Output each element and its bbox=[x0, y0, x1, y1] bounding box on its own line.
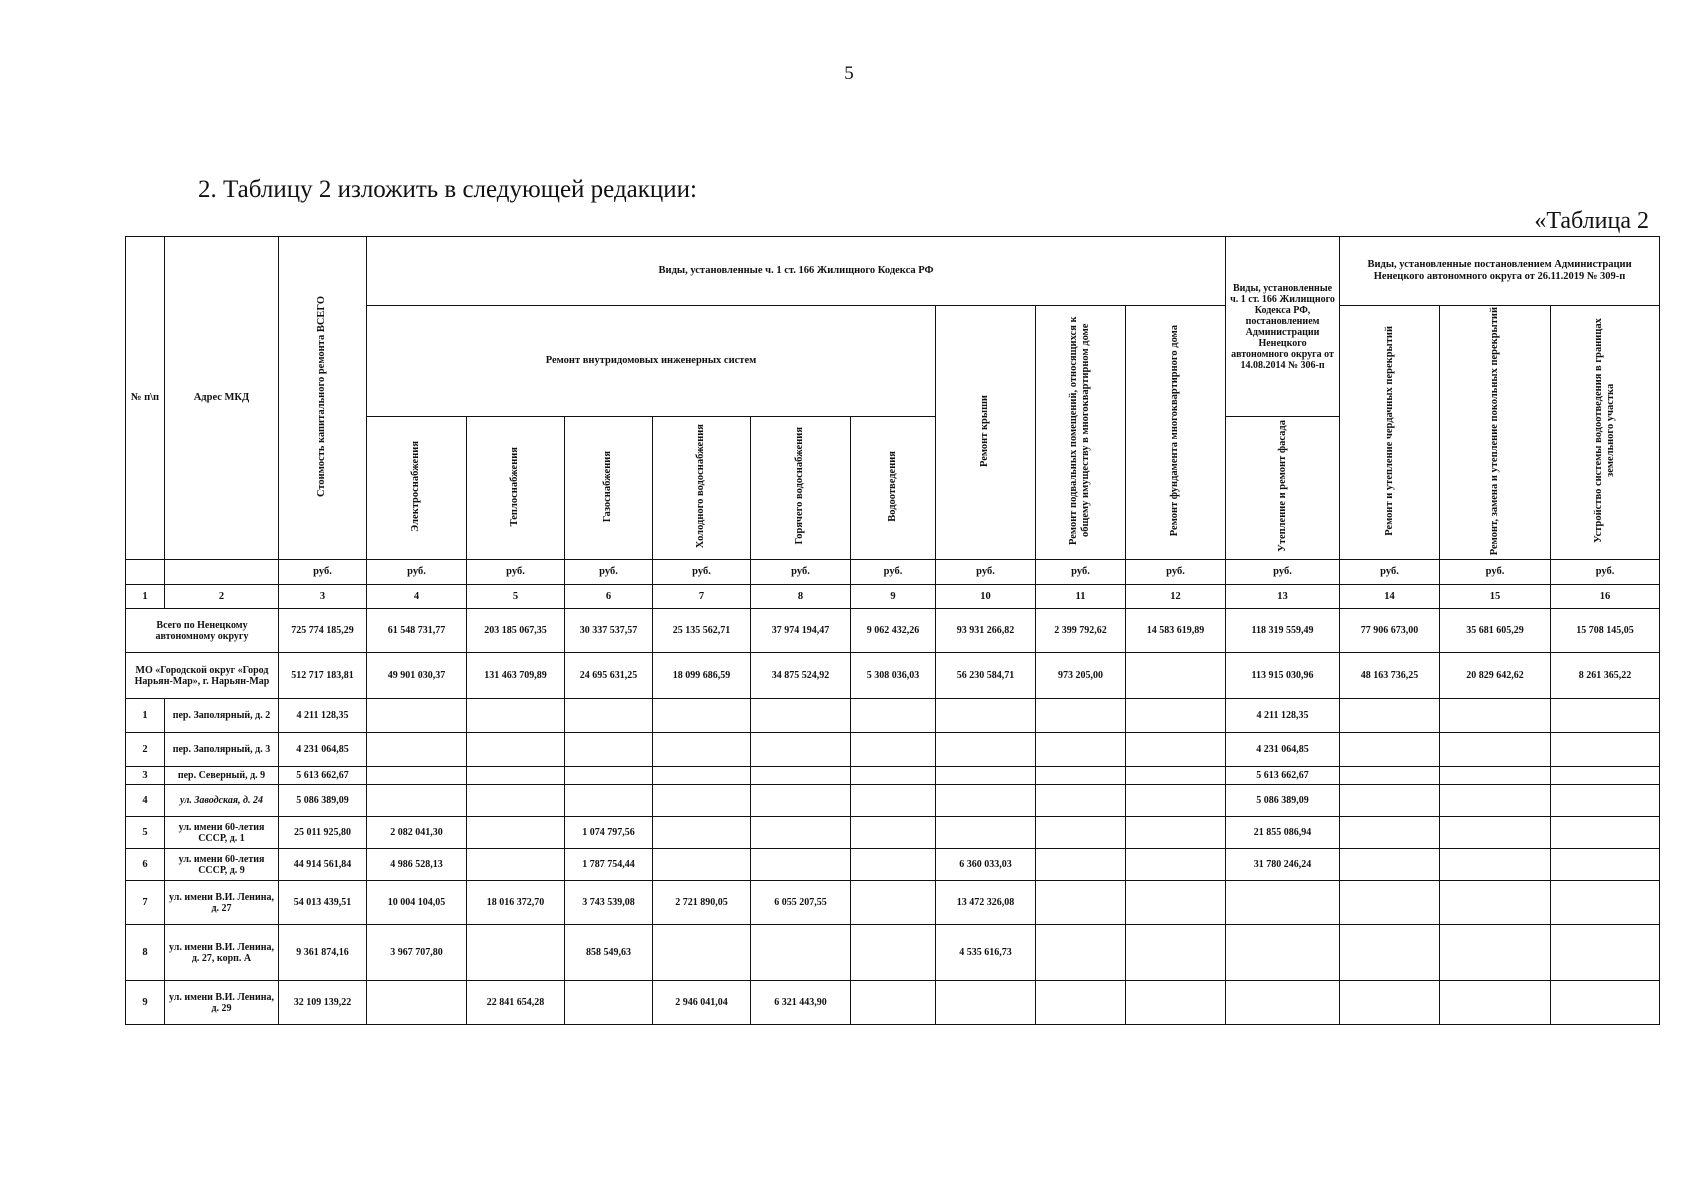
amount-cell: 49 901 030,37 bbox=[367, 653, 467, 699]
amount-cell bbox=[1126, 925, 1226, 981]
header-facade-text: Утепление и ремонт фасада bbox=[1276, 420, 1288, 553]
unit-cell: руб. bbox=[1340, 560, 1440, 585]
amount-cell: 4 986 528,13 bbox=[367, 849, 467, 881]
amount-cell: 34 875 524,92 bbox=[751, 653, 851, 699]
amount-cell bbox=[565, 785, 653, 817]
amount-cell bbox=[851, 925, 936, 981]
amount-cell: 858 549,63 bbox=[565, 925, 653, 981]
amount-cell: 31 780 246,24 bbox=[1226, 849, 1340, 881]
unit-cell: руб. bbox=[279, 560, 367, 585]
amount-cell bbox=[851, 699, 936, 733]
amount-cell bbox=[1126, 981, 1226, 1025]
header-heat bbox=[467, 417, 565, 560]
amount-cell: 32 109 139,22 bbox=[279, 981, 367, 1025]
amount-cell: 48 163 736,25 bbox=[1340, 653, 1440, 699]
unit-cell: руб. bbox=[936, 560, 1036, 585]
column-number: 1 bbox=[126, 585, 165, 609]
unit-cell: руб. bbox=[851, 560, 936, 585]
row-number: 2 bbox=[126, 733, 165, 767]
column-number: 2 bbox=[165, 585, 279, 609]
row-number: 7 bbox=[126, 881, 165, 925]
header-cold-water bbox=[653, 417, 751, 560]
column-number: 9 bbox=[851, 585, 936, 609]
unit-cell: руб. bbox=[1226, 560, 1340, 585]
header-group-internal: Ремонт внутридомовых инженерных систем bbox=[367, 306, 936, 417]
table-row bbox=[126, 699, 1660, 733]
amount-cell bbox=[367, 733, 467, 767]
amount-cell bbox=[653, 733, 751, 767]
amount-cell: 61 548 731,77 bbox=[367, 609, 467, 653]
amount-cell bbox=[367, 767, 467, 785]
amount-cell: 2 946 041,04 bbox=[653, 981, 751, 1025]
address-cell: ул. Заводская, д. 24 bbox=[165, 785, 279, 817]
amount-cell: 8 261 365,22 bbox=[1551, 653, 1660, 699]
address-cell: пер. Северный, д. 9 bbox=[165, 767, 279, 785]
amount-cell: 512 717 183,81 bbox=[279, 653, 367, 699]
amount-cell bbox=[1551, 817, 1660, 849]
amount-cell bbox=[367, 981, 467, 1025]
amount-cell bbox=[467, 849, 565, 881]
header-water-system-text: Устройство системы водоотведения в границах земельного участка bbox=[1592, 318, 1617, 544]
amount-cell bbox=[1340, 881, 1440, 925]
amount-cell: 56 230 584,71 bbox=[936, 653, 1036, 699]
table-row bbox=[126, 849, 1660, 881]
amount-cell: 21 855 086,94 bbox=[1226, 817, 1340, 849]
unit-cell: руб. bbox=[1126, 560, 1226, 585]
amount-cell: 4 211 128,35 bbox=[279, 699, 367, 733]
header-total bbox=[279, 237, 367, 560]
header-attic bbox=[1340, 306, 1440, 560]
amount-cell bbox=[1036, 981, 1126, 1025]
amount-cell bbox=[936, 699, 1036, 733]
column-number: 5 bbox=[467, 585, 565, 609]
amount-cell: 131 463 709,89 bbox=[467, 653, 565, 699]
amount-cell bbox=[467, 733, 565, 767]
amount-cell: 18 099 686,59 bbox=[653, 653, 751, 699]
row-label: Всего по Ненецкому автономному округу bbox=[126, 609, 279, 653]
amount-cell bbox=[936, 733, 1036, 767]
amount-cell bbox=[565, 699, 653, 733]
amount-cell: 5 086 389,09 bbox=[1226, 785, 1340, 817]
amount-cell bbox=[1340, 817, 1440, 849]
amount-cell bbox=[851, 767, 936, 785]
header-basement-floor bbox=[1440, 306, 1551, 560]
amount-cell bbox=[653, 699, 751, 733]
amount-cell: 6 055 207,55 bbox=[751, 881, 851, 925]
amount-cell bbox=[1036, 785, 1126, 817]
amount-cell bbox=[1340, 849, 1440, 881]
unit-cell-empty bbox=[126, 560, 165, 585]
amount-cell bbox=[1340, 733, 1440, 767]
amount-cell: 93 931 266,82 bbox=[936, 609, 1036, 653]
header-electro-text: Электроснабжения bbox=[410, 440, 422, 532]
amount-cell bbox=[1551, 733, 1660, 767]
amount-cell: 6 360 033,03 bbox=[936, 849, 1036, 881]
amount-cell: 973 205,00 bbox=[1036, 653, 1126, 699]
amount-cell: 1 074 797,56 bbox=[565, 817, 653, 849]
unit-cell-empty bbox=[165, 560, 279, 585]
header-gas bbox=[565, 417, 653, 560]
header-drainage bbox=[851, 417, 936, 560]
table-row bbox=[126, 653, 1660, 699]
row-number: 5 bbox=[126, 817, 165, 849]
column-number: 4 bbox=[367, 585, 467, 609]
amount-cell: 725 774 185,29 bbox=[279, 609, 367, 653]
amount-cell bbox=[467, 767, 565, 785]
amount-cell: 20 829 642,62 bbox=[1440, 653, 1551, 699]
amount-cell bbox=[1126, 767, 1226, 785]
amount-cell bbox=[1551, 925, 1660, 981]
column-number: 15 bbox=[1440, 585, 1551, 609]
header-foundation-text: Ремонт фундамента многоквартирного дома bbox=[1169, 325, 1181, 537]
amount-cell bbox=[751, 767, 851, 785]
amount-cell: 5 086 389,09 bbox=[279, 785, 367, 817]
unit-cell: руб. bbox=[565, 560, 653, 585]
amount-cell bbox=[1551, 699, 1660, 733]
amount-cell bbox=[1440, 733, 1551, 767]
amount-cell: 35 681 605,29 bbox=[1440, 609, 1551, 653]
unit-cell: руб. bbox=[467, 560, 565, 585]
header-roof bbox=[936, 306, 1036, 560]
address-cell: ул. имени В.И. Ленина, д. 29 bbox=[165, 981, 279, 1025]
table-row bbox=[126, 733, 1660, 767]
row-number: 3 bbox=[126, 767, 165, 785]
amount-cell bbox=[851, 785, 936, 817]
amount-cell bbox=[565, 767, 653, 785]
header-gas-text: Газоснабжения bbox=[602, 450, 614, 522]
amount-cell bbox=[1226, 925, 1340, 981]
amount-cell: 37 974 194,47 bbox=[751, 609, 851, 653]
amount-cell bbox=[1126, 653, 1226, 699]
amount-cell bbox=[936, 817, 1036, 849]
unit-cell: руб. bbox=[367, 560, 467, 585]
amount-cell bbox=[653, 925, 751, 981]
column-number: 14 bbox=[1340, 585, 1440, 609]
row-number: 1 bbox=[126, 699, 165, 733]
header-hot-water bbox=[751, 417, 851, 560]
address-cell: ул. имени В.И. Ленина, д. 27 bbox=[165, 881, 279, 925]
amount-cell bbox=[1036, 699, 1126, 733]
amount-cell: 113 915 030,96 bbox=[1226, 653, 1340, 699]
amount-cell: 5 308 036,03 bbox=[851, 653, 936, 699]
amount-cell bbox=[1551, 767, 1660, 785]
amount-cell bbox=[1551, 849, 1660, 881]
amount-cell bbox=[751, 925, 851, 981]
amount-cell: 6 321 443,90 bbox=[751, 981, 851, 1025]
header-group-nao: Виды, установленные постановлением Администрации Ненецкого автономного округа от 26.11.2019 № 309-п bbox=[1340, 237, 1660, 306]
amount-cell bbox=[565, 733, 653, 767]
unit-cell: руб. bbox=[751, 560, 851, 585]
amount-cell bbox=[1126, 849, 1226, 881]
amount-cell bbox=[1440, 849, 1551, 881]
amount-cell: 15 708 145,05 bbox=[1551, 609, 1660, 653]
amount-cell bbox=[1440, 881, 1551, 925]
amount-cell: 9 361 874,16 bbox=[279, 925, 367, 981]
address-cell: ул. имени 60-летия СССР, д. 1 bbox=[165, 817, 279, 849]
header-no: № п\п bbox=[126, 237, 165, 560]
header-heat-text: Теплоснабжения bbox=[509, 446, 521, 526]
header-foundation bbox=[1126, 306, 1226, 560]
amount-cell bbox=[1036, 817, 1126, 849]
amount-cell bbox=[936, 785, 1036, 817]
amount-cell bbox=[1036, 925, 1126, 981]
header-facade bbox=[1226, 417, 1340, 560]
amount-cell bbox=[1126, 817, 1226, 849]
intro-text: 2. Таблицу 2 изложить в следующей редакции: bbox=[198, 176, 697, 203]
unit-cell: руб. bbox=[1551, 560, 1660, 585]
amount-cell: 9 062 432,26 bbox=[851, 609, 936, 653]
amount-cell bbox=[367, 785, 467, 817]
header-basement bbox=[1036, 306, 1126, 560]
unit-cell: руб. bbox=[1036, 560, 1126, 585]
amount-cell bbox=[1126, 881, 1226, 925]
amount-cell bbox=[1340, 925, 1440, 981]
amount-cell bbox=[1036, 881, 1126, 925]
amount-cell bbox=[1440, 925, 1551, 981]
header-basement-floor-text: Ремонт, замена и утепление покольных перекрытий bbox=[1489, 306, 1500, 555]
row-label: МО «Городской округ «Город Нарьян-Мар», г. Нарьян-Мар bbox=[126, 653, 279, 699]
column-number: 7 bbox=[653, 585, 751, 609]
amount-cell bbox=[565, 981, 653, 1025]
amount-cell bbox=[851, 733, 936, 767]
column-number: 13 bbox=[1226, 585, 1340, 609]
amount-cell bbox=[1340, 785, 1440, 817]
amount-cell: 4 231 064,85 bbox=[279, 733, 367, 767]
amount-cell bbox=[751, 849, 851, 881]
column-number: 10 bbox=[936, 585, 1036, 609]
address-cell: ул. имени 60-летия СССР, д. 9 bbox=[165, 849, 279, 881]
amount-cell: 2 082 041,30 bbox=[367, 817, 467, 849]
amount-cell bbox=[1126, 733, 1226, 767]
amount-cell: 25 135 562,71 bbox=[653, 609, 751, 653]
table-row bbox=[126, 925, 1660, 981]
amount-cell bbox=[1340, 767, 1440, 785]
amount-cell: 3 743 539,08 bbox=[565, 881, 653, 925]
amount-cell: 25 011 925,80 bbox=[279, 817, 367, 849]
row-number: 9 bbox=[126, 981, 165, 1025]
amount-cell bbox=[1036, 767, 1126, 785]
amount-cell bbox=[1440, 785, 1551, 817]
page-number: 5 bbox=[844, 63, 854, 84]
amount-cell bbox=[367, 699, 467, 733]
amount-cell: 22 841 654,28 bbox=[467, 981, 565, 1025]
unit-cell: руб. bbox=[1440, 560, 1551, 585]
amount-cell: 14 583 619,89 bbox=[1126, 609, 1226, 653]
header-electro bbox=[367, 417, 467, 560]
amount-cell bbox=[1551, 981, 1660, 1025]
header-drainage-text: Водоотведения bbox=[886, 450, 898, 522]
amount-cell bbox=[653, 817, 751, 849]
amount-cell bbox=[1226, 881, 1340, 925]
column-number: 3 bbox=[279, 585, 367, 609]
amount-cell: 4 231 064,85 bbox=[1226, 733, 1340, 767]
amount-cell: 5 613 662,67 bbox=[279, 767, 367, 785]
column-number: 6 bbox=[565, 585, 653, 609]
amount-cell bbox=[467, 925, 565, 981]
amount-cell bbox=[467, 785, 565, 817]
amount-cell: 54 013 439,51 bbox=[279, 881, 367, 925]
header-address: Адрес МКД bbox=[165, 237, 279, 560]
header-hot-water-text: Горячего водоснабжения bbox=[794, 427, 806, 545]
amount-cell bbox=[1340, 699, 1440, 733]
amount-cell: 2 399 792,62 bbox=[1036, 609, 1126, 653]
header-basement-text: Ремонт подвальных помещений, относящихся к общему имуществу в многоквартирном доме bbox=[1068, 316, 1092, 546]
amount-cell bbox=[1440, 767, 1551, 785]
table-row bbox=[126, 767, 1660, 785]
amount-cell: 3 967 707,80 bbox=[367, 925, 467, 981]
amount-cell: 30 337 537,57 bbox=[565, 609, 653, 653]
amount-cell: 44 914 561,84 bbox=[279, 849, 367, 881]
table-row bbox=[126, 881, 1660, 925]
amount-cell: 1 787 754,44 bbox=[565, 849, 653, 881]
header-cold-water-text: Холодного водоснабжения bbox=[695, 424, 707, 549]
column-number: 11 bbox=[1036, 585, 1126, 609]
row-number: 4 bbox=[126, 785, 165, 817]
amount-cell: 13 472 326,08 bbox=[936, 881, 1036, 925]
amount-cell bbox=[1036, 849, 1126, 881]
amount-cell bbox=[751, 785, 851, 817]
amount-cell bbox=[851, 849, 936, 881]
amount-cell: 4 211 128,35 bbox=[1226, 699, 1340, 733]
unit-cell: руб. bbox=[653, 560, 751, 585]
column-number-row bbox=[126, 585, 1660, 609]
amount-cell: 77 906 673,00 bbox=[1340, 609, 1440, 653]
address-cell: пер. Заполярный, д. 3 bbox=[165, 733, 279, 767]
column-number: 12 bbox=[1126, 585, 1226, 609]
amount-cell bbox=[467, 699, 565, 733]
amount-cell bbox=[751, 817, 851, 849]
header-group-zhk: Виды, установленные ч. 1 ст. 166 Жилищного Кодекса РФ bbox=[367, 237, 1226, 306]
amount-cell bbox=[1126, 785, 1226, 817]
header-attic-text: Ремонт и утепление чердачных перекрытий bbox=[1383, 325, 1395, 536]
amount-cell: 5 613 662,67 bbox=[1226, 767, 1340, 785]
column-number: 16 bbox=[1551, 585, 1660, 609]
row-number: 8 bbox=[126, 925, 165, 981]
amount-cell: 118 319 559,49 bbox=[1226, 609, 1340, 653]
table-caption: «Таблица 2 bbox=[1534, 208, 1649, 234]
header-roof-text: Ремонт крыши bbox=[979, 394, 991, 467]
amount-cell bbox=[936, 767, 1036, 785]
column-number: 8 bbox=[751, 585, 851, 609]
amount-cell: 10 004 104,05 bbox=[367, 881, 467, 925]
amount-cell bbox=[653, 849, 751, 881]
amount-cell: 18 016 372,70 bbox=[467, 881, 565, 925]
amount-cell bbox=[1440, 817, 1551, 849]
amount-cell: 4 535 616,73 bbox=[936, 925, 1036, 981]
header-total-text: Стоимость капитального ремонта ВСЕГО bbox=[316, 295, 328, 497]
amount-cell bbox=[1226, 981, 1340, 1025]
header-water-system bbox=[1551, 306, 1660, 560]
amount-cell: 24 695 631,25 bbox=[565, 653, 653, 699]
amount-cell bbox=[1551, 785, 1660, 817]
amount-cell bbox=[1126, 699, 1226, 733]
capital-repair-table bbox=[125, 236, 1660, 1025]
amount-cell bbox=[1036, 733, 1126, 767]
amount-cell bbox=[751, 733, 851, 767]
header-group-mixed: Виды, установленные ч. 1 ст. 166 Жилищного Кодекса РФ, постановлением Администрации Ненецкого автономного округа от 14.08.2014 № 306-п bbox=[1226, 237, 1340, 417]
amount-cell: 2 721 890,05 bbox=[653, 881, 751, 925]
table-row bbox=[126, 609, 1660, 653]
table-row bbox=[126, 817, 1660, 849]
amount-cell bbox=[1551, 881, 1660, 925]
table-row bbox=[126, 981, 1660, 1025]
amount-cell bbox=[751, 699, 851, 733]
row-number: 6 bbox=[126, 849, 165, 881]
table-row bbox=[126, 785, 1660, 817]
amount-cell bbox=[936, 981, 1036, 1025]
amount-cell bbox=[851, 981, 936, 1025]
amount-cell bbox=[467, 817, 565, 849]
address-cell: пер. Заполярный, д. 2 bbox=[165, 699, 279, 733]
address-cell: ул. имени В.И. Ленина, д. 27, корп. А bbox=[165, 925, 279, 981]
amount-cell bbox=[851, 817, 936, 849]
amount-cell bbox=[653, 767, 751, 785]
amount-cell bbox=[1340, 981, 1440, 1025]
amount-cell bbox=[1440, 699, 1551, 733]
amount-cell: 203 185 067,35 bbox=[467, 609, 565, 653]
amount-cell bbox=[1440, 981, 1551, 1025]
amount-cell bbox=[851, 881, 936, 925]
amount-cell bbox=[653, 785, 751, 817]
